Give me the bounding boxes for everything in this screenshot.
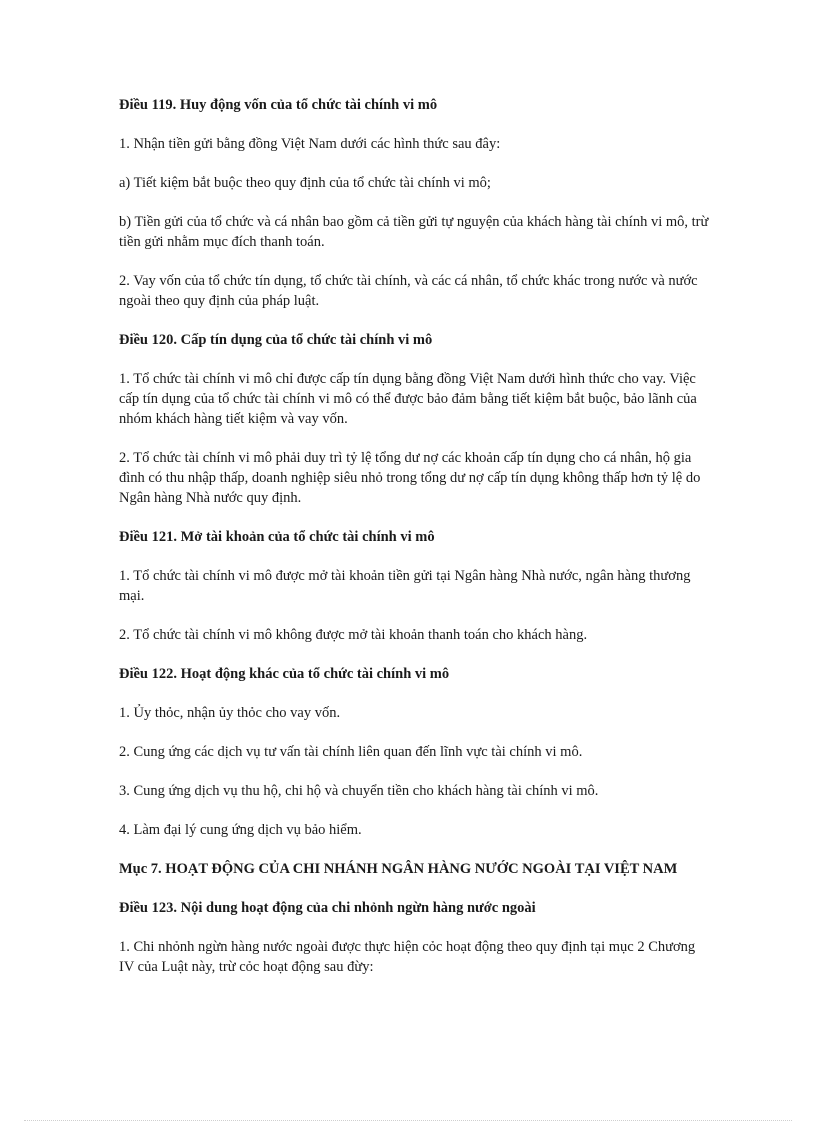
page-bottom-rule xyxy=(24,1120,792,1121)
article-119-item-1: 1. Nhận tiền gửi bằng đồng Việt Nam dưới các hình thức sau đây: xyxy=(119,136,501,152)
article-120-item-2: 2. Tổ chức tài chính vi mô phải duy trì tỷ lệ tổng dư nợ các khoản cấp tín dụng cho cá nhân, hộ gia đình có thu nhập thấp, doanh nghiệp siêu nhỏ trong tổng dư nợ cấp tín dụng không thấp hơn tỷ lệ do Ngân hàng Nhà nước quy định. xyxy=(119,450,701,506)
article-119-heading: Điều 119. Huy động vốn của tổ chức tài chính vi mô xyxy=(119,97,438,113)
article-122-item-3: 3. Cung ứng dịch vụ thu hộ, chi hộ và chuyển tiền cho khách hàng tài chính vi mô. xyxy=(119,783,599,799)
section-7-heading: Mục 7. HOẠT ĐỘNG CỦA CHI NHÁNH NGÂN HÀNG NƯỚC NGOÀI TẠI VIỆT NAM xyxy=(119,861,678,877)
article-119-item-1b: b) Tiền gửi của tổ chức và cá nhân bao gồm cả tiền gửi tự nguyện của khách hàng tài chính vi mô, trừ tiền gửi nhằm mục đích thanh toán. xyxy=(119,214,709,250)
article-121-heading: Điều 121. Mở tài khoản của tổ chức tài chính vi mô xyxy=(119,529,435,545)
article-119-item-1a: a) Tiết kiệm bắt buộc theo quy định của tổ chức tài chính vi mô; xyxy=(119,175,491,191)
article-121-item-2: 2. Tổ chức tài chính vi mô không được mở tài khoản thanh toán cho khách hàng. xyxy=(119,627,588,643)
article-122-item-1: 1. Ủy thỏc, nhận ủy thỏc cho vay vốn. xyxy=(119,705,341,721)
article-122-item-2: 2. Cung ứng các dịch vụ tư vấn tài chính liên quan đến lĩnh vực tài chính vi mô. xyxy=(119,744,583,760)
article-119-item-2: 2. Vay vốn của tổ chức tín dụng, tổ chức tài chính, và các cá nhân, tổ chức khác trong nước và nước ngoài theo quy định của pháp luật. xyxy=(119,273,698,309)
article-123-heading: Điều 123. Nội dung hoạt động của chi nhỏnh ngừn hàng nước ngoài xyxy=(119,900,536,916)
article-121-item-1: 1. Tổ chức tài chính vi mô được mở tài khoản tiền gửi tại Ngân hàng Nhà nước, ngân hàng thương mại. xyxy=(119,568,691,604)
article-120-item-1: 1. Tổ chức tài chính vi mô chỉ được cấp tín dụng bằng đồng Việt Nam dưới hình thức cho vay. Việc cấp tín dụng của tổ chức tài chính vi mô có thể được bảo đảm bằng tiết kiệm bắt buộc, bảo lãnh của nhóm khách hàng tiết kiệm và vay vốn. xyxy=(119,371,697,427)
article-123-item-1: 1. Chi nhỏnh ngừn hàng nước ngoài được thực hiện cỏc hoạt động theo quy định tại mục 2 Chương IV của Luật này, trừ cỏc hoạt động sau đừy: xyxy=(119,939,696,975)
article-120-heading: Điều 120. Cấp tín dụng của tổ chức tài chính vi mô xyxy=(119,332,433,348)
article-122-heading: Điều 122. Hoạt động khác của tổ chức tài chính vi mô xyxy=(119,666,450,682)
article-122-item-4: 4. Làm đại lý cung ứng dịch vụ bảo hiểm. xyxy=(119,822,362,838)
document-page xyxy=(119,95,709,977)
